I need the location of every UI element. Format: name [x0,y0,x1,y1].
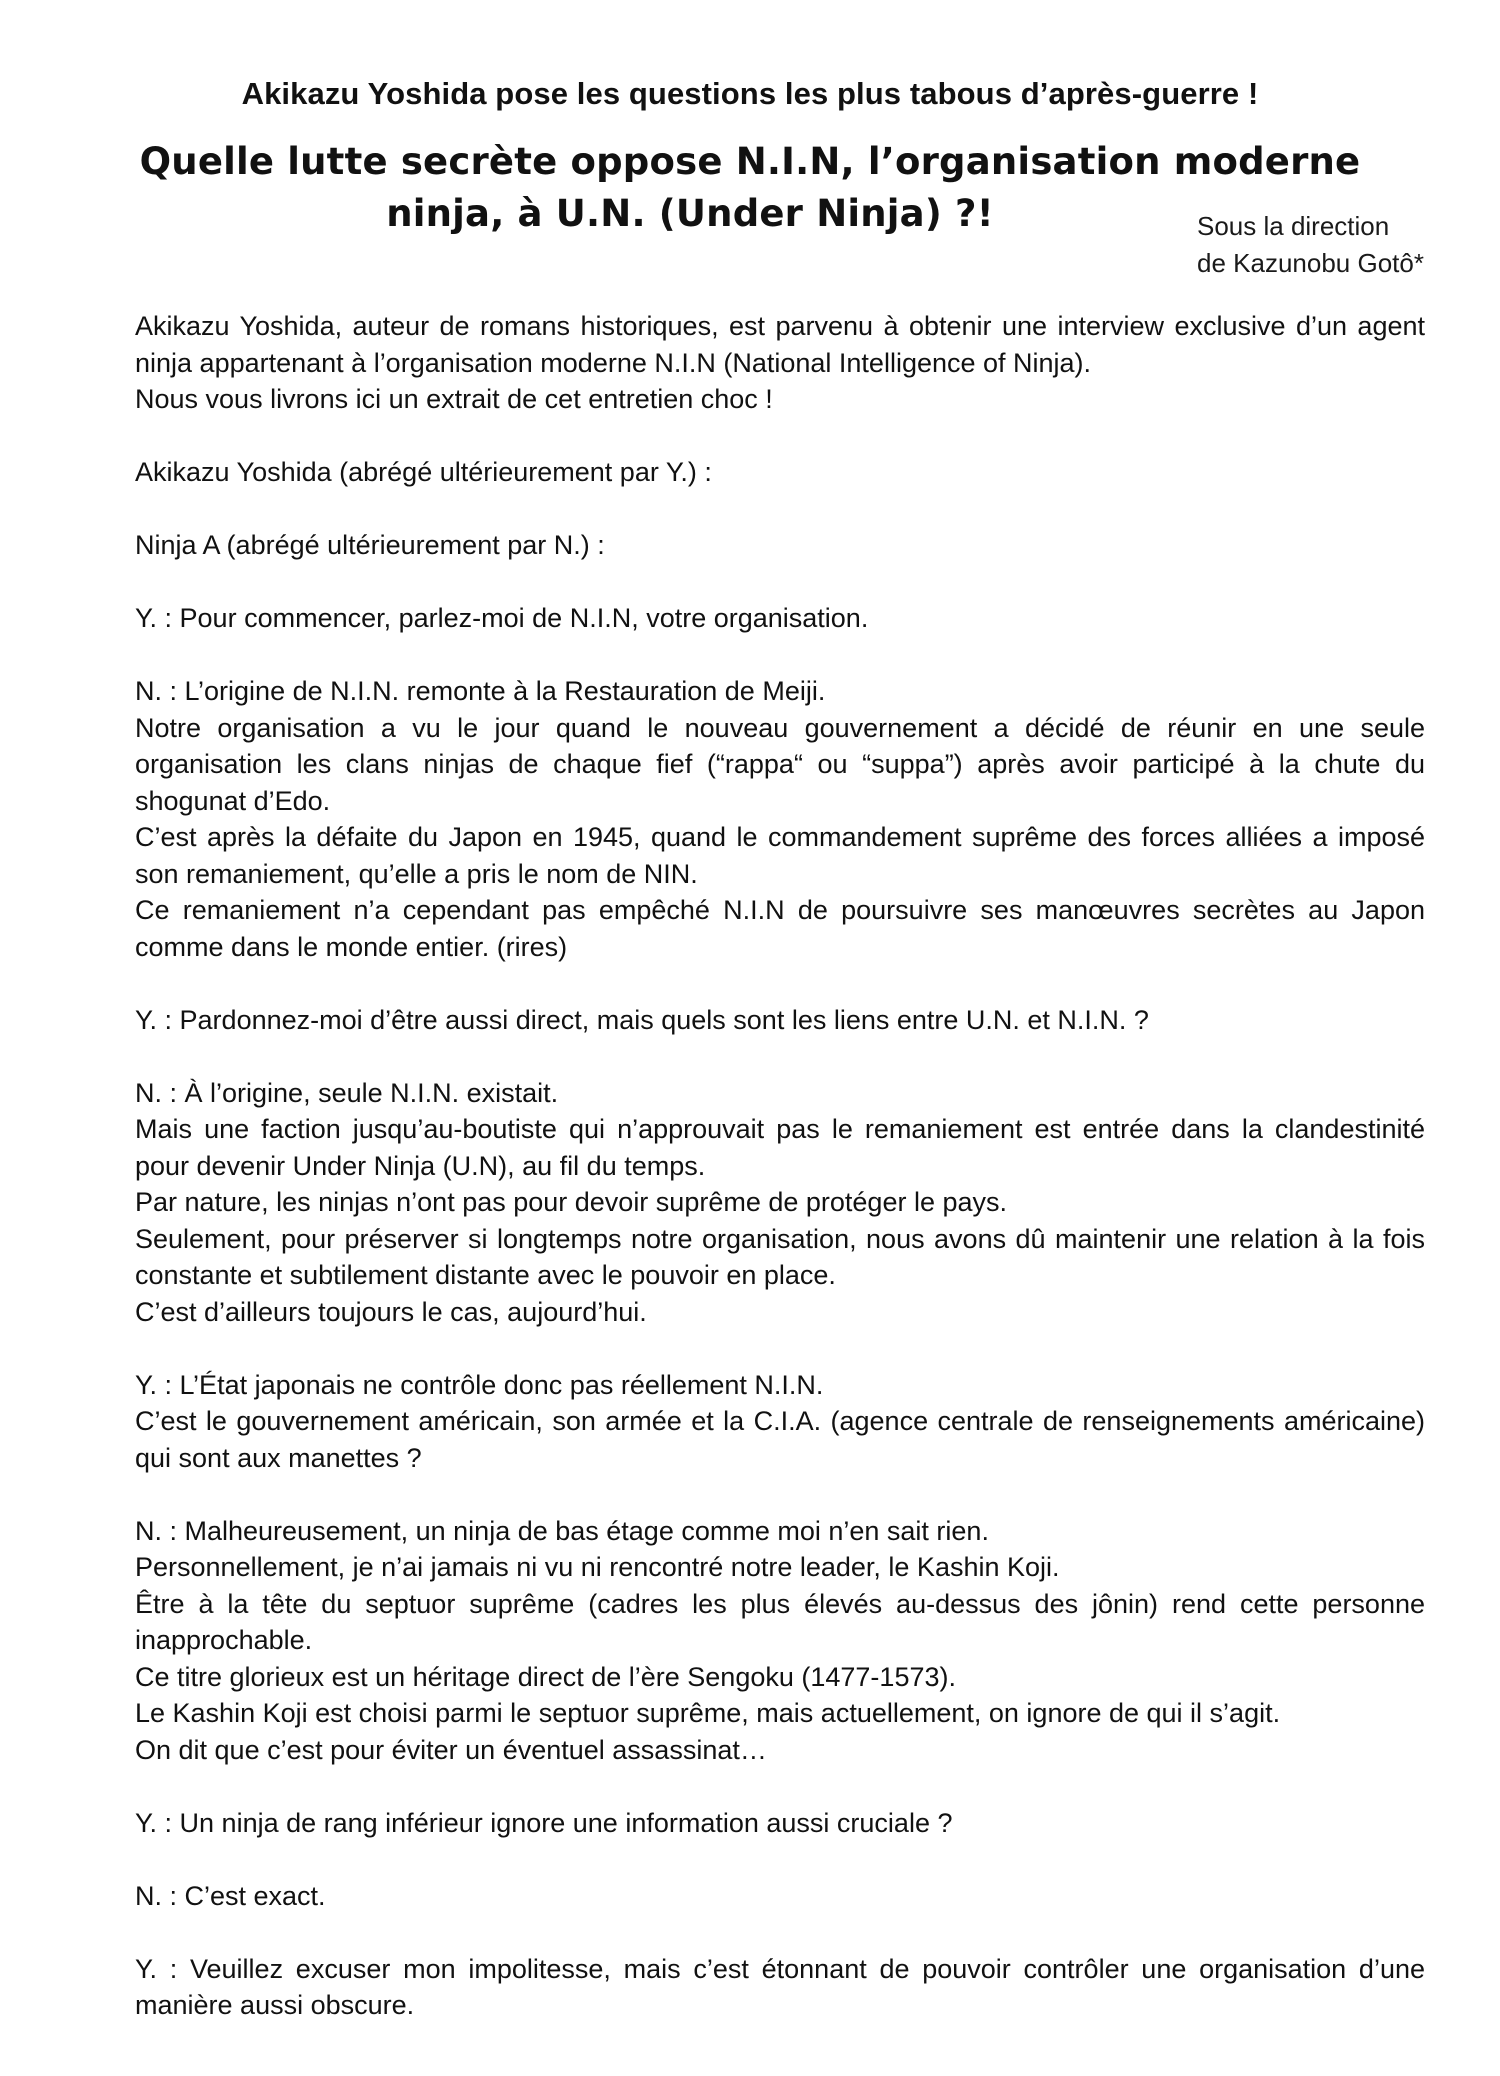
paragraph-line: C’est le gouvernement américain, son armée et la C.I.A. (agence centrale de renseignements américaine) qui sont aux manettes ? [135,1406,1425,1473]
article-body [135,308,1425,2060]
paragraph-line: Akikazu Yoshida, auteur de romans historiques, est parvenu à obtenir une interview exclusive d’un agent ninja appartenant à l’organisation moderne N.I.N (National Intelligence of Ninja). [135,311,1425,378]
paragraph-question [135,1002,1425,1039]
paragraph-line: Ce titre glorieux est un héritage direct de l’ère Sengoku (1477-1573). [135,1661,956,1692]
paragraph-answer [135,673,1425,965]
paragraph-speaker-n [135,527,1425,564]
paragraph-line: Être à la tête du septuor suprême (cadres les plus élevés au-dessus des jônin) rend cette personne inapprochable. [135,1588,1425,1655]
paragraph-line: Y. : Veuillez excuser mon impolitesse, mais c’est étonnant de pouvoir contrôler une organisation d’une manière aussi obscure. [135,1953,1425,2020]
paragraph-line: Ninja A (abrégé ultérieurement par N.) : [135,530,605,560]
byline-line-2: de Kazunobu Gotô* [1197,248,1424,278]
byline [1197,208,1424,282]
headline-line-2: ninja, à U.N. (Under Ninja) ?! [386,192,994,235]
paragraph-line: N. : C’est exact. [135,1880,326,1911]
paragraph-line: N. : Malheureusement, un ninja de bas étage comme moi n’en sait rien. [135,1515,989,1546]
paragraph-line: Y. : L’État japonais ne contrôle donc pas réellement N.I.N. [135,1369,824,1400]
paragraph-speaker-y [135,454,1425,491]
headline-line-1: Quelle lutte secrète oppose N.I.N, l’organisation moderne [139,140,1361,183]
paragraph-line: Nous vous livrons ici un extrait de cet entretien choc ! [135,384,773,414]
paragraph-line: Ce remaniement n’a cependant pas empêché N.I.N de poursuivre ses manœuvres secrètes au Japon comme dans le monde entier. (rires) [135,895,1425,962]
paragraph-line: Personnellement, je n’ai jamais ni vu ni rencontré notre leader, le Kashin Koji. [135,1552,1060,1582]
paragraph-line: C’est d’ailleurs toujours le cas, aujourd’hui. [135,1296,647,1327]
paragraph-question [135,600,1425,637]
paragraph-question [135,1951,1425,2024]
byline-line-1: Sous la direction [1197,211,1390,241]
paragraph-line: Y. : Un ninja de rang inférieur ignore une information aussi cruciale ? [135,1807,953,1838]
paragraph-line: Akikazu Yoshida (abrégé ultérieurement par Y.) : [135,457,712,487]
paragraph-line: On dit que c’est pour éviter un éventuel assassinat… [135,1734,767,1765]
paragraph-line: N. : À l’origine, seule N.I.N. existait. [135,1077,559,1108]
paragraph-intro [135,308,1425,418]
paragraph-line: Y. : Pardonnez-moi d’être aussi direct, mais quels sont les liens entre U.N. et N.I.N. ? [135,1004,1149,1035]
paragraph-question [135,1367,1425,1477]
paragraph-line: Mais une faction jusqu’au-boutiste qui n’approuvait pas le remaniement est entrée dans la clandestinité pour devenir Under Ninja (U.N), au fil du temps. [135,1114,1425,1181]
paragraph-line: C’est après la défaite du Japon en 1945, quand le commandement suprême des forces alliées a imposé son remaniement, qu’elle a pris le nom de NIN. [135,822,1425,889]
paragraph-answer [135,1513,1425,1769]
paragraph-line: Le Kashin Koji est choisi parmi le septuor suprême, mais actuellement, on ignore de qui il s’agit. [135,1698,1281,1728]
paragraph-line: Y. : Pour commencer, parlez-moi de N.I.N, votre organisation. [135,603,869,633]
paragraph-line: N. : L’origine de N.I.N. remonte à la Restauration de Meiji. [135,676,826,706]
paragraph-question [135,1805,1425,1842]
paragraph-answer [135,1075,1425,1331]
paragraph-line: Notre organisation a vu le jour quand le nouveau gouvernement a décidé de réunir en une seule organisation les clans ninjas de chaque fief (“rappa“ ou “suppa”) après avoir participé à la chute du shogunat d’Edo. [135,712,1425,816]
paragraph-line: Seulement, pour préserver si longtemps notre organisation, nous avons dû maintenir une relation à la fois constante et subtilement distante avec le pouvoir en place. [135,1223,1425,1290]
paragraph-answer [135,1878,1425,1915]
kicker-heading: Akikazu Yoshida pose les questions les plus tabous d’après-guerre ! [241,76,1259,111]
paragraph-line: Par nature, les ninjas n’ont pas pour devoir suprême de protéger le pays. [135,1187,1008,1217]
